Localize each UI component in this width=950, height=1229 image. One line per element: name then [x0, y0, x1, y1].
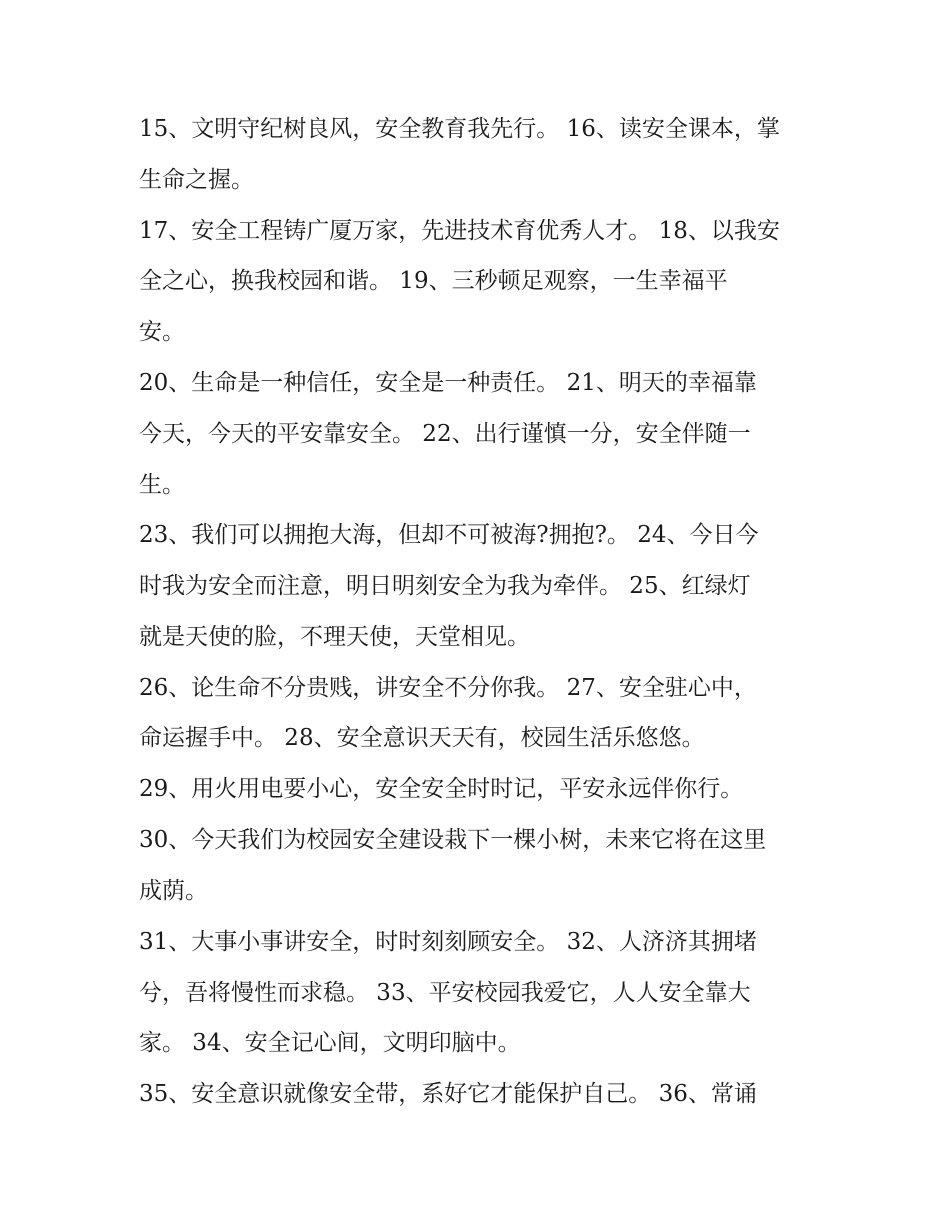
text-line: 30、今天我们为校园安全建设栽下一棵小树，未来它将在这里 [139, 827, 767, 853]
text-line: 全之心，换我校园和谐。 19、三秒顿足观察，一生幸福平 [139, 268, 728, 294]
text-line: 17、安全工程铸广厦万家，先进技术育优秀人才。 18、以我安 [139, 218, 780, 244]
text-line: 安。 [139, 319, 185, 345]
text-line: 29、用火用电要小心，安全安全时时记，平安永远伴你行。 [139, 776, 744, 802]
text-line: 家。 34、安全记心间，文明印脑中。 [139, 1030, 521, 1056]
text-line: 15、文明守纪树良风，安全教育我先行。 16、读安全课本，掌 [139, 116, 780, 142]
text-line: 就是天使的脸，不理天使，天堂相见。 [139, 624, 530, 650]
text-line: 兮，吾将慢性而求稳。 33、平安校园我爱它，人人安全靠大 [139, 980, 751, 1006]
text-line: 今天，今天的平安靠安全。 22、出行谨慎一分，安全伴随一 [139, 421, 751, 447]
text-line: 23、我们可以拥抱大海，但却不可被海?拥抱?。 24、今日今 [139, 522, 759, 548]
text-line: 成荫。 [139, 878, 208, 904]
text-line: 时我为安全而注意，明日明刻安全为我为牵伴。 25、红绿灯 [139, 573, 751, 599]
text-line: 35、安全意识就像安全带，系好它才能保护自己。 36、常诵 [139, 1081, 757, 1107]
text-line: 生。 [139, 472, 185, 498]
text-line: 31、大事小事讲安全，时时刻刻顾安全。 32、人济济其拥堵 [139, 929, 757, 955]
text-line: 20、生命是一种信任，安全是一种责任。 21、明天的幸福靠 [139, 370, 757, 396]
text-line: 生命之握。 [139, 167, 254, 193]
text-line: 命运握手中。 28、安全意识天天有，校园生活乐悠悠。 [139, 725, 705, 751]
text-line: 26、论生命不分贵贱，讲安全不分你我。 27、安全驻心中， [139, 675, 757, 701]
